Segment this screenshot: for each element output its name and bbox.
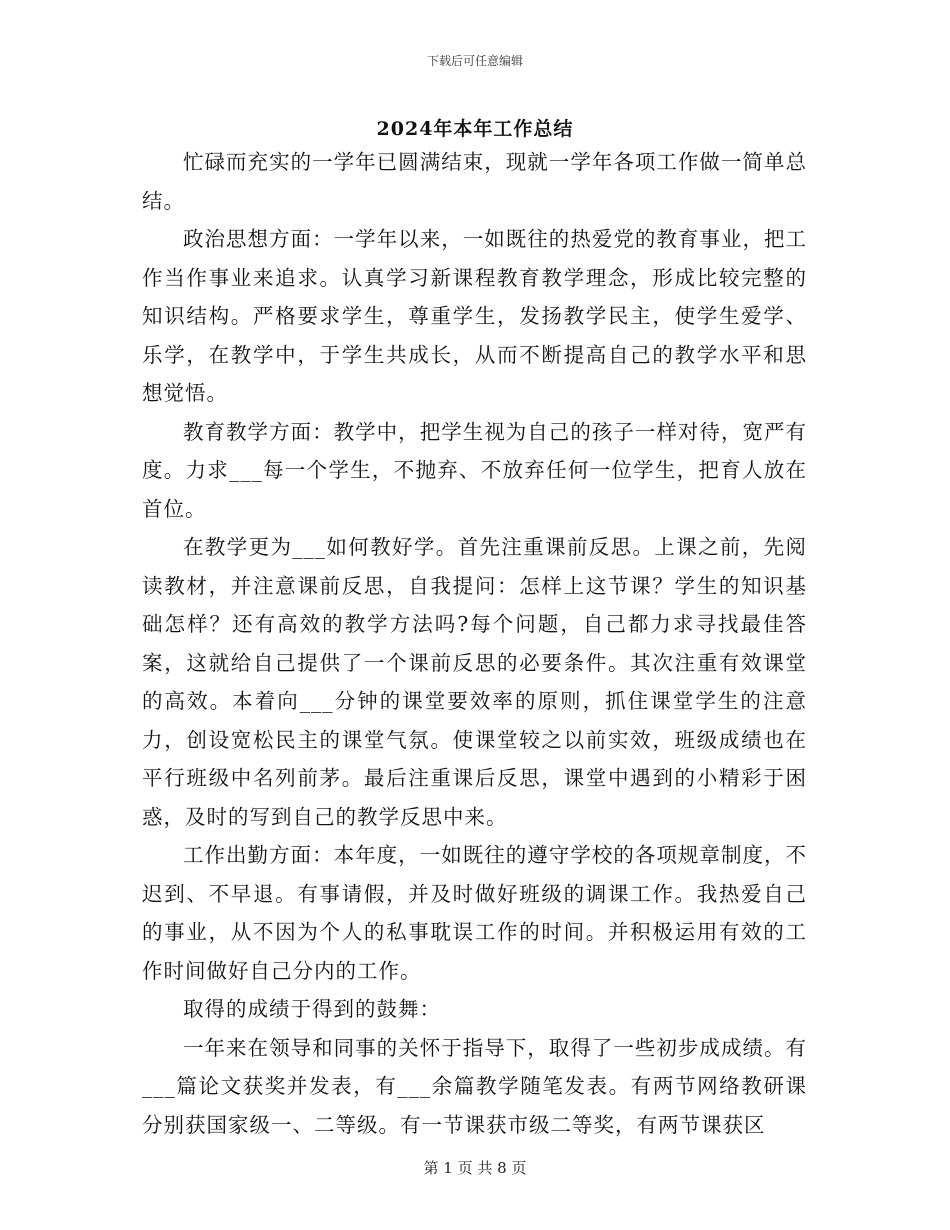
paragraph-achievements: 一年来在领导和同事的关怀于指导下，取得了一些初步成成绩。有___篇论文获奖并发表，有___余篇教学随笔发表。有两节网络教研课分别获国家级一、二等级。有一节课获市级二等奖，有两节课获区 bbox=[142, 1035, 807, 1137]
paragraph-attendance: 工作出勤方面：本年度，一如既往的遵守学校的各项规章制度，不迟到、不早退。有事请假，并及时做好班级的调课工作。我热爱自己的事业，从不因为个人的私事耽误工作的时间。并积极运用有效的工作时间做好自己分内的工作。 bbox=[142, 843, 807, 983]
paragraph-teaching: 教育教学方面：教学中，把学生视为自己的孩子一样对待，宽严有度。力求___每一个学生，不抛弃、不放弃任何一位学生，把育人放在首位。 bbox=[142, 419, 807, 521]
paragraph-political: 政治思想方面：一学年以来，一如既往的热爱党的教育事业，把工作当作事业来追求。认真学习新课程教育教学理念，形成比较完整的知识结构。严格要求学生，尊重学生，发扬教学民主，使学生爱学、乐学，在教学中，于学生共成长，从而不断提高自己的教学水平和思想觉悟。 bbox=[142, 227, 807, 405]
page-footer-number: 第 1 页 共 8 页 bbox=[423, 1159, 527, 1177]
paragraph-reflection: 在教学更为___如何教好学。首先注重课前反思。上课之前，先阅读教材，并注意课前反思，自我提问：怎样上这节课？学生的知识基础怎样？还有高效的教学方法吗?每个问题，自己都力求寻找最佳答案，这就给自己提供了一个课前反思的必要条件。其次注重有效课堂的高效。本着向___分钟的课堂要效率的原则，抓住课堂学生的注意力，创设宽松民主的课堂气氛。使课堂较之以前实效，班级成绩也在平行班级中名列前茅。最后注重课后反思，课堂中遇到的小精彩于困惑，及时的写到自己的教学反思中来。 bbox=[142, 535, 807, 829]
page-header-note: 下载后可任意编辑 bbox=[426, 54, 523, 68]
document-body bbox=[142, 143, 807, 1144]
paragraph-achievements-heading: 取得的成绩于得到的鼓舞： bbox=[183, 997, 441, 1021]
paragraph-intro: 忙碌而充实的一学年已圆满结束，现就一学年各项工作做一简单总结。 bbox=[142, 150, 807, 213]
document-title: 2024年本年工作总结 bbox=[376, 118, 574, 140]
